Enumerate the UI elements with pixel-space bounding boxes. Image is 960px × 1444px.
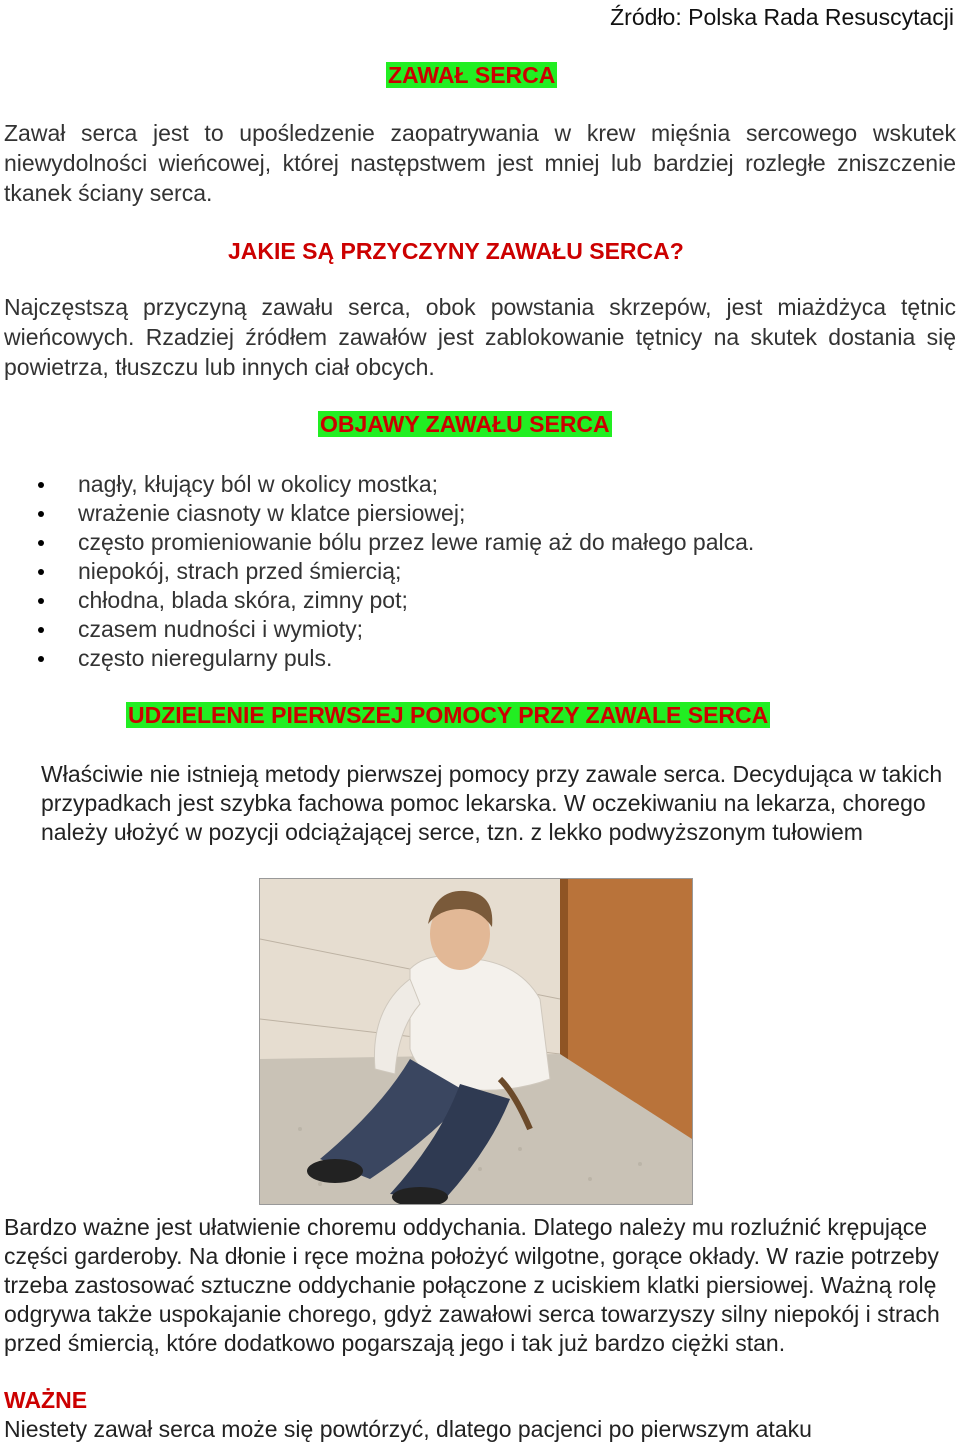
bullet-icon — [38, 598, 44, 604]
recovery-position-photo — [259, 878, 693, 1205]
list-item — [38, 528, 754, 557]
bullet-icon — [38, 569, 44, 575]
symptoms-list — [38, 470, 754, 673]
list-item — [38, 644, 754, 673]
bullet-icon — [38, 627, 44, 633]
important-label: WAŻNE — [4, 1387, 88, 1413]
list-item — [38, 586, 754, 615]
aftercare-paragraph: Bardzo ważne jest ułatwienie choremu oddychania. Dlatego należy mu rozluźnić krępujące części garderoby. Na dłonie i ręce można położyć wilgotne, gorące okłady. W razie potrzeby trzeba zastosować sztuczne oddychanie połączone z uciskiem klatki piersiowej. Ważną rolę odgrywa także uspokajanie chorego, gdyż zawałowi serca towarzyszy silny niepokój i strach przed śmiercią, które dodatkowo pogarszają jego i tak już bardzo ciężki stan. — [4, 1214, 940, 1356]
intro-paragraph: Zawał serca jest to upośledzenie zaopatrywania w krew mięśnia sercowego wskutek niewydolności wieńcowej, której następstwem jest mniej lub bardziej rozległe zniszczenie tkanek ściany serca. — [4, 120, 956, 206]
bullet-icon — [38, 511, 44, 517]
first-aid-heading-text: UDZIELENIE PIERWSZEJ POMOCY PRZY ZAWALE SERCA — [128, 702, 769, 728]
photo-illustration — [260, 879, 692, 1204]
symptom-text: często nieregularny puls. — [78, 645, 333, 671]
symptoms-heading-text: OBJAWY ZAWAŁU SERCA — [320, 411, 610, 437]
list-item — [38, 557, 754, 586]
first-aid-heading — [126, 702, 770, 729]
source-note: Źródło: Polska Rada Resuscytacji — [610, 4, 954, 30]
list-item — [38, 499, 754, 528]
symptom-text: wrażenie ciasnoty w klatce piersiowej; — [78, 500, 466, 526]
page-title — [386, 62, 557, 89]
symptom-text: nagły, kłujący ból w okolicy mostka; — [78, 471, 439, 497]
symptom-text: często promieniowanie bólu przez lewe ramię aż do małego palca. — [78, 529, 755, 555]
bullet-icon — [38, 656, 44, 662]
page-title-text: ZAWAŁ SERCA — [388, 62, 556, 88]
bullet-icon — [38, 482, 44, 488]
causes-paragraph: Najczęstszą przyczyną zawału serca, obok powstania skrzepów, jest miażdżyca tętnic wieńcowych. Rzadziej źródłem zawałów jest zablokowanie tętnicy na skutek dostania się powietrza, tłuszczu lub innych ciał obcych. — [4, 294, 956, 380]
recurrence-line: Niestety zawał serca może się powtórzyć, dlatego pacjenci po pierwszym ataku — [4, 1416, 812, 1442]
symptoms-heading — [318, 411, 612, 438]
causes-heading: JAKIE SĄ PRZYCZYNY ZAWAŁU SERCA? — [228, 238, 684, 264]
first-aid-paragraph: Właściwie nie istnieją metody pierwszej pomocy przy zawale serca. Decydująca w takich przypadkach jest szybka fachowa pomoc lekarska. W oczekiwaniu na lekarza, chorego należy ułożyć w pozycji odciążającej serce, tzn. z lekko podwyższonym tułowiem — [41, 761, 943, 845]
symptom-text: czasem nudności i wymioty; — [78, 616, 364, 642]
symptom-text: niepokój, strach przed śmiercią; — [78, 558, 402, 584]
list-item — [38, 615, 754, 644]
list-item — [38, 470, 754, 499]
bullet-icon — [38, 540, 44, 546]
symptom-text: chłodna, blada skóra, zimny pot; — [78, 587, 408, 613]
